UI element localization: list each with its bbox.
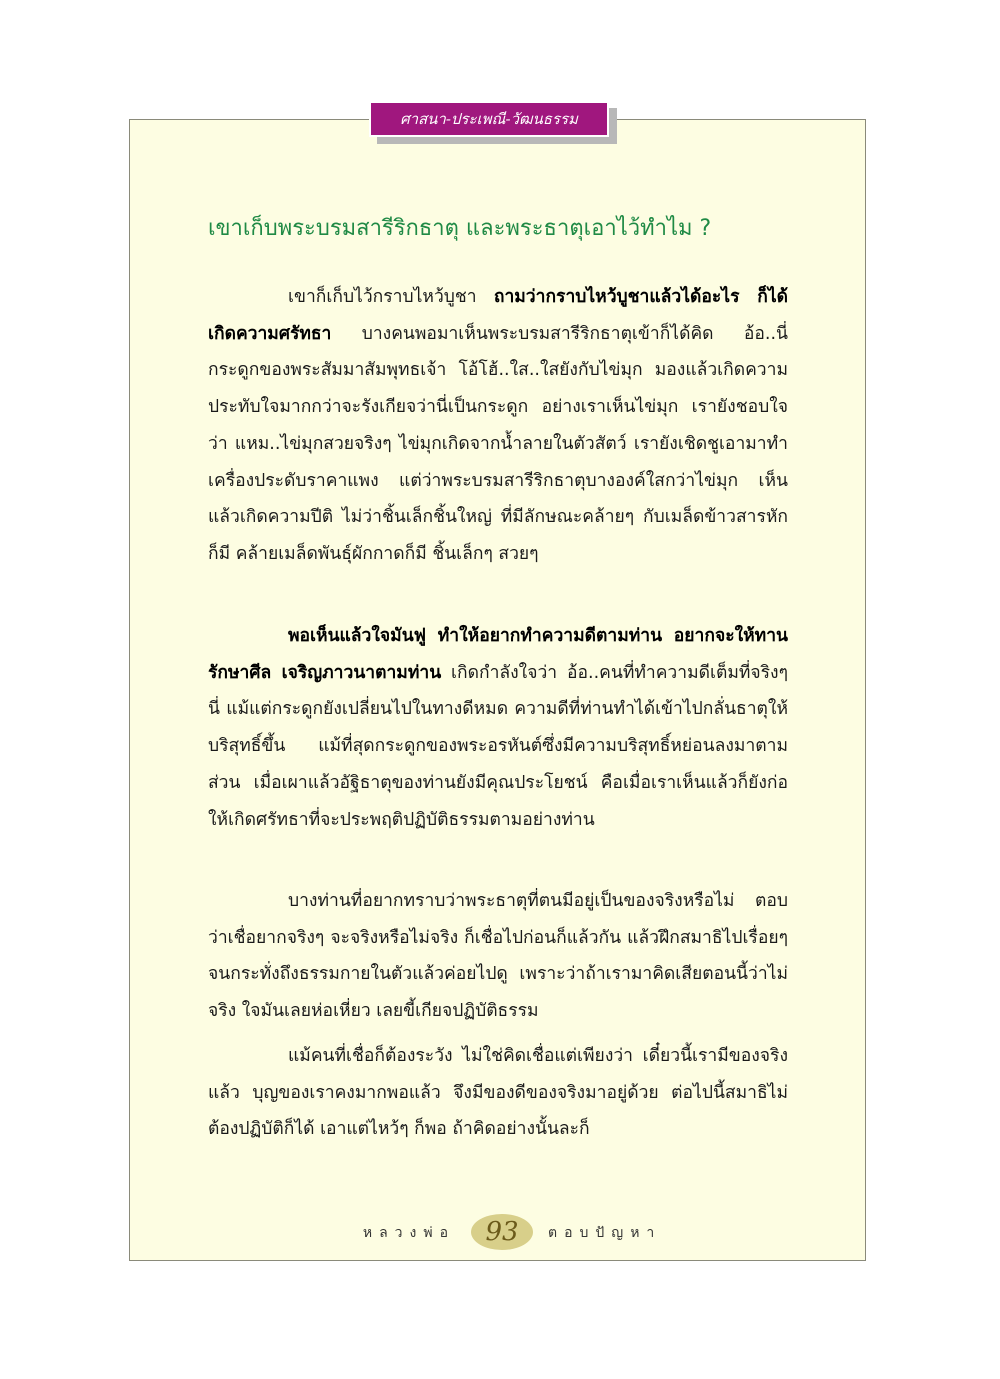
paragraph-1-emphasis: ถามว่ากราบไหว้บูชาแล้วได้อะไร ก็ได้เกิดความศรัทธา [208, 287, 789, 344]
paragraph-1-lead: เขาก็เก็บไว้กราบไหว้บูชา [288, 287, 494, 307]
footer-left-text: หลวงพ่อ [362, 1225, 455, 1241]
section-label: ศาสนา-ประเพณี-วัฒนธรรม [369, 101, 609, 137]
page-footer [0, 1212, 1000, 1256]
question-heading: เขาเก็บพระบรมสารีริกธาตุ และพระธาตุเอาไว้ทำไม ? [208, 216, 712, 241]
paragraph-4 [208, 1038, 788, 1148]
paragraph-2-emphasis: พอเห็นแล้วใจมันฟู ทำให้อยากทำความดีตามท่าน อยากจะให้ทาน รักษาศีล เจริญภาวนาตามท่าน [208, 626, 788, 683]
paragraph-3-text: บางท่านที่อยากทราบว่าพระธาตุที่ตนมีอยู่เป็นของจริงหรือไม่ ตอบว่าเชื่อยากจริงๆ จะจริงหรือไม่จริง ก็เชื่อไปก่อนก็แล้วกัน แล้วฝึกสมาธิไปเรื่อยๆ จนกระทั่งถึงธรรมกายในตัวแล้วค่อยไปดู เพราะว่าถ้าเรามาคิดเสียตอนนี้ว่าไม่จริง ใจมันเลยห่อเหี่ยว เลยขี้เกียจปฏิบัติธรรม [208, 891, 788, 1022]
paragraph-2-rest: เกิดกำลังใจว่า อ้อ..คนที่ทำความดีเต็มที่จริงๆ นี่ แม้แต่กระดูกยังเปลี่ยนไปในทางดีหมด ความดีที่ท่านทำได้เข้าไปกลั่นธาตุให้บริสุทธิ์ขึ้น แม้ที่สุดกระดูกของพระอรหันต์ซึ่งมีความบริสุทธิ์หย่อนลงมาตามส่วน เมื่อเผาแล้วอัฐิธาตุของท่านยังมีคุณประโยชน์ คือเมื่อเราเห็นแล้วก็ยังก่อให้เกิดศรัทธาที่จะประพฤติปฏิบัติธรรมตามอย่างท่าน [208, 662, 788, 830]
paragraph-1 [208, 279, 788, 573]
footer-right-text: ตอบปัญหา [548, 1225, 662, 1241]
paragraph-2 [208, 618, 788, 838]
paragraph-4-text: แม้คนที่เชื่อก็ต้องระวัง ไม่ใช่คิดเชื่อแต่เพียงว่า เดี๋ยวนี้เรามีของจริงแล้ว บุญของเราคงมากพอแล้ว จึงมีของดีของจริงมาอยู่ด้วย ต่อไปนี้สมาธิไม่ต้องปฏิบัติก็ได้ เอาแต่ไหว้ๆ ก็พอ ถ้าคิดอย่างนั้นละก็ [208, 1046, 788, 1140]
paragraph-3 [208, 883, 788, 1030]
paragraph-1-rest: บางคนพอมาเห็นพระบรมสารีริกธาตุเข้าก็ได้คิด อ้อ..นี่กระดูกของพระสัมมาสัมพุทธเจ้า โอ้โฮ้..ใส..ใสยังกับไข่มุก มองแล้วเกิดความประทับใจมากกว่าจะรังเกียจว่านี่เป็นกระดูก อย่างเราเห็นไข่มุก เรายังชอบใจว่า แหม..ไข่มุกสวยจริงๆ ไข่มุกเกิดจากน้ำลายในตัวสัตว์ เรายังเชิดชูเอามาทำเครื่องประดับราคาแพง แต่ว่าพระบรมสารีริกธาตุบางองค์ใสกว่าไข่มุก เห็นแล้วเกิดความปีติ ไม่ว่าชิ้นเล็กชิ้นใหญ่ ที่มีลักษณะคล้ายๆ กับเมล็ดข้าวสารหักก็มี คล้ายเมล็ดพันธุ์ผักกาดก็มี ชิ้นเล็กๆ สวยๆ [208, 323, 788, 564]
page-number-badge: 93 [471, 1214, 533, 1250]
